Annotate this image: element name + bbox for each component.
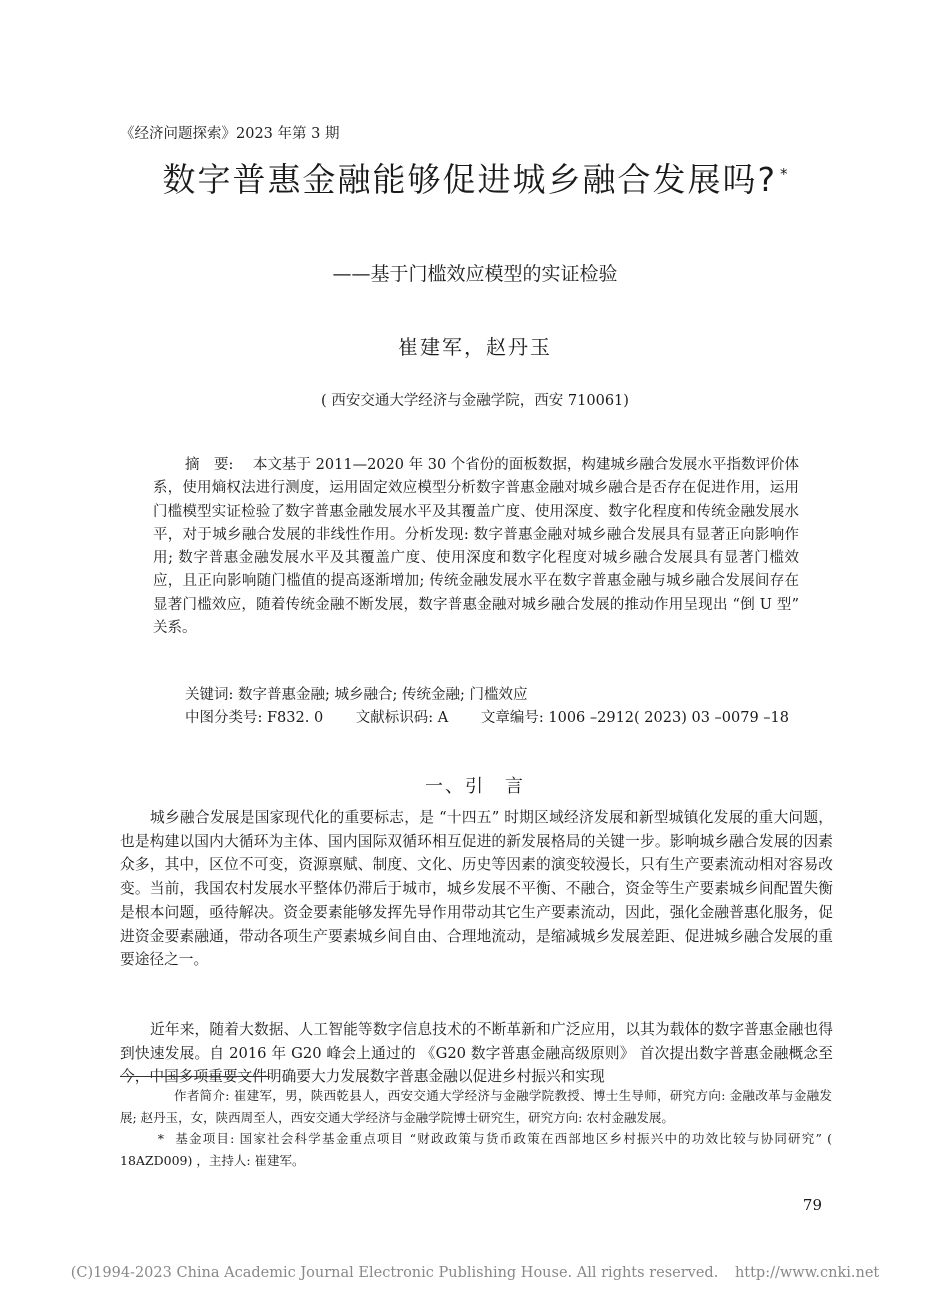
title-text: 数字普惠金融能够促进城乡融合发展吗? [162, 160, 777, 199]
classification-line [185, 706, 817, 727]
abstract-label: 摘 要: [185, 457, 234, 473]
authors: 崔建军，赵丹玉 [398, 335, 552, 359]
body-paragraph-2 [120, 1018, 833, 1089]
page-number: 79 [802, 1196, 822, 1214]
footnote-divider [120, 1076, 270, 1077]
body-paragraph-1 [120, 806, 833, 972]
section-heading: 一、引 言 [425, 776, 525, 797]
title-footnote-mark: * [780, 165, 788, 183]
abstract [153, 454, 799, 640]
paragraph-text: 城乡融合发展是国家现代化的重要标志，是 “十四五” 时期区域经济发展和新型城镇化发展的重大问题，也是构建以国内大循环为主体、国内国际双循环相互促进的新发展格局的关键一步。影响城乡融合发展的因素众多，其中，区位不可变，资源禀赋、制度、文化、历史等因素的演变较漫长，只有生产要素流动相对容易改变。当前，我国农村发展水平整体仍滞后于城市，城乡发展不平衡、不融合，资金等生产要素城乡间配置失衡是根本问题，亟待解决。资金要素能够发挥先导作用带动其它生产要素流动，因此，强化金融普惠化服务，促进资金要素融通，带动各项生产要素城乡间自由、合理地流动，是缩减城乡发展差距、促进城乡融合发展的重要途径之一。 [120, 809, 833, 969]
article-number: 文章编号: 1006 –2912( 2023) 03 –0079 –18 [480, 710, 789, 726]
author-footnote: 作者简介: 崔建军，男，陕西乾县人，西安交通大学经济与金融学院教授、博士生导师，研究方向: 金融改革与金融发展; 赵丹玉，女，陕西周至人，西安交通大学经济与金融学院博士研究生，研究方向: 农村金融发展。 [120, 1088, 832, 1125]
keywords: 关键词: 数字普惠金融; 城乡融合; 传统金融; 门槛效应 [185, 687, 528, 703]
cnki-link[interactable]: http://www.cnki.net [734, 1265, 880, 1281]
footnotes [120, 1085, 832, 1171]
copyright-footer [0, 1265, 950, 1281]
paper-title [0, 154, 950, 201]
abstract-text: 本文基于 2011—2020 年 30 个省份的面板数据，构建城乡融合发展水平指数评价体系，使用熵权法进行测度，运用固定效应模型分析数字普惠金融对城乡融合是否存在促进作用，运用门槛模型实证检验了数字普惠金融发展水平及其覆盖广度、使用深度、数字化程度和传统金融发展水平，对于城乡融合发展的非线性作用。分析发现: 数字普惠金融对城乡融合发展具有显著正向影响作用; 数字普惠金融发展水平及其覆盖广度、使用深度和数字化程度对城乡融合发展具有显著门槛效应，且正向影响随门槛值的提高逐渐增加; 传统金融发展水平在数字普惠金融与城乡融合发展间存在显著门槛效应，随着传统金融不断发展，数字普惠金融对城乡融合发展的推动作用呈现出 “倒 U 型” 关系。 [153, 457, 799, 637]
fund-footnote-text: 基金项目: 国家社会科学基金重点项目 “财政政策与货币政策在西部地区乡村振兴中的功效比较与协同研究” ( 18AZD009) ，主持人: 崔建军。 [120, 1131, 832, 1168]
journal-header: 《经济问题探索》2023 年第 3 期 [120, 126, 340, 142]
document-code: 文献标识码: A [355, 710, 449, 726]
fund-footnote [120, 1128, 832, 1171]
clc-number: 中图分类号: F832. 0 [185, 710, 324, 726]
fund-footnote-mark: * [157, 1131, 164, 1146]
affiliation: ( 西安交通大学经济与金融学院，西安 710061) [321, 393, 629, 409]
paragraph-text: 近年来，随着大数据、人工智能等数字信息技术的不断革新和广泛应用，以其为载体的数字普惠金融也得到快速发展。自 2016 年 G20 峰会上通过的 《G20 数字普惠金融高级原则》 首次提出数字普惠金融概念至今，中国多项重要文件明确要大力发展数字普惠金融以促进乡村振兴和实现 [120, 1021, 833, 1086]
copyright-notice: (C)1994-2023 China Academic Journal Electronic Publishing House. All rights reserved. [70, 1265, 719, 1281]
paper-subtitle: ——基于门槛效应模型的实证检验 [332, 263, 618, 285]
